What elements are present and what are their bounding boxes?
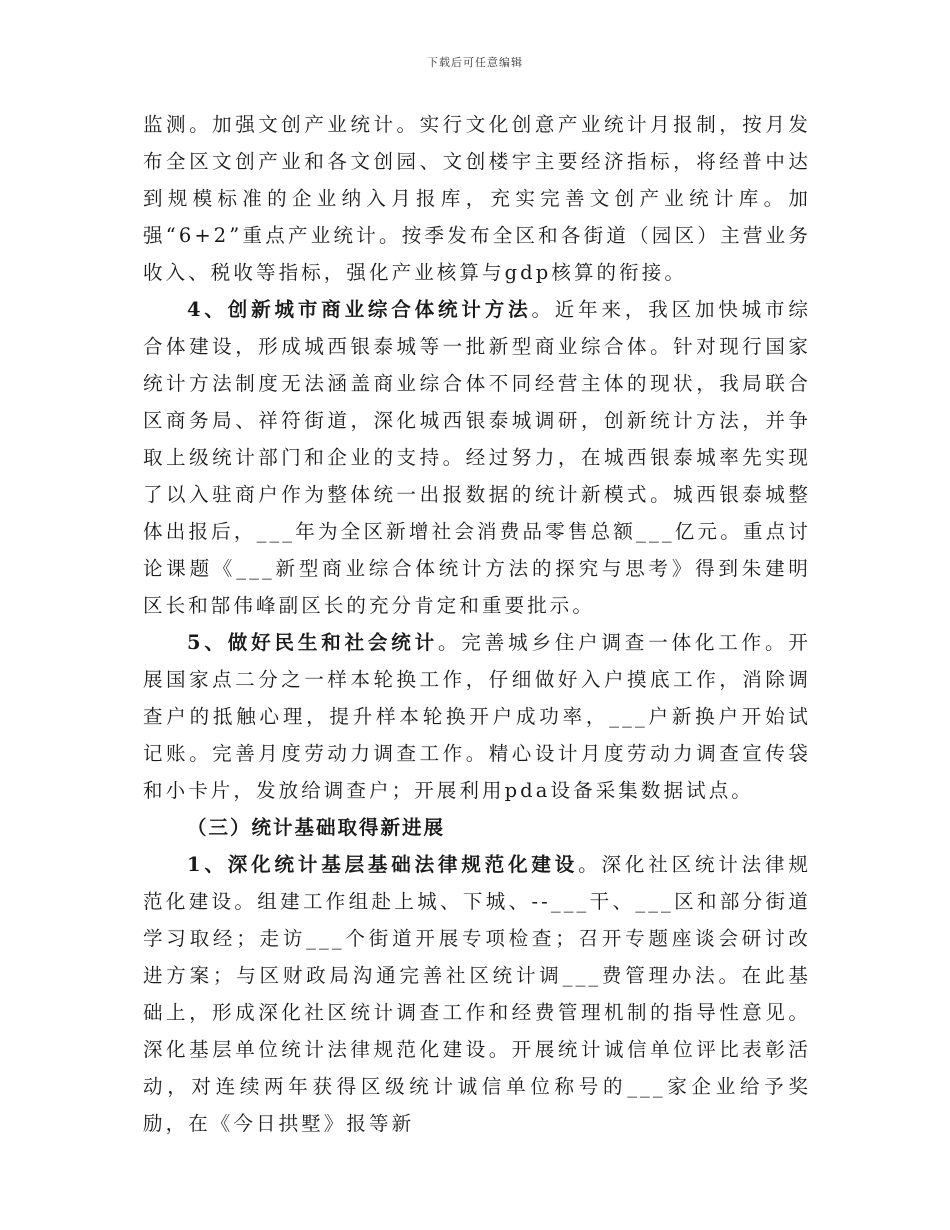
paragraph-text: 。近年来，我区加快城市综合体建设，形成城西银泰城等一批新型商业综合体。针对现行国家统计方法制度无法涵盖商业综合体不同经营主体的现状，我局联合区商务局、祥符街道，深化城西银泰城调研，创新统计方法，并争取上级统计部门和企业的支持。经过努力，在城西银泰城率先实现了以入驻商户作为整体统一出报数据的统计新模式。城西银泰城整体出报后，___年为全区新增社会消费品零售总额___亿元。重点讨论课题《___新型商业综合体统计方法的探究与思考》得到朱建明区长和郜伟峰副区长的充分肯定和重要批示。 <box>143 298 811 617</box>
paragraph-text: 监测。加强文创产业统计。实行文化创意产业统计月报制，按月发布全区文创产业和各文创园、文创楼宇主要经济指标，将经普中达到规模标准的企业纳入月报库，充实完善文创产业统计库。加强“6+2”重点产业统计。按季发布全区和各街道（园区）主营业务收入、税收等指标，强化产业核算与gdp核算的衔接。 <box>143 113 811 284</box>
paragraph-grassroots-legal <box>143 846 811 1142</box>
document-body <box>143 106 811 1142</box>
paragraph-text: 。深化社区统计法律规范化建设。组建工作组赴上城、下城、--___干、___区和部分街道学习取经；走访___个街道开展专项检查；召开专题座谈会研讨改进方案；与区财政局沟通完善社区统计调___费管理办法。在此基础上，形成深化社区统计调查工作和经费管理机制的指导性意见。深化基层单位统计法律规范化建设。开展统计诚信单位评比表彰活动，对连续两年获得区级统计诚信单位称号的___家企业给予奖励，在《今日拱墅》报等新 <box>143 853 811 1135</box>
paragraph-lead: 5、做好民生和社会统计 <box>187 631 439 654</box>
section-heading-text: （三）统计基础取得新进展 <box>187 816 446 839</box>
paragraph-lead: 1、深化统计基层基础法律规范化建设 <box>187 853 579 876</box>
paragraph-text: 。完善城乡住户调查一体化工作。开展国家点二分之一样本轮换工作，仔细做好入户摸底工作，消除调查户的抵触心理，提升样本轮换开户成功率，___户新换户开始试记账。完善月度劳动力调查工作。精心设计月度劳动力调查宣传袋和小卡片，发放给调查户；开展利用pda设备采集数据试点。 <box>143 631 811 802</box>
paragraph-culture-stats <box>143 106 811 291</box>
paragraph-commercial-complex <box>143 291 811 624</box>
paragraph-livelihood-stats <box>143 624 811 809</box>
paragraph-lead: 4、创新城市商业综合体统计方法 <box>187 298 532 321</box>
page-header-note: 下载后可任意编辑 <box>427 56 523 69</box>
section-heading <box>143 809 811 846</box>
